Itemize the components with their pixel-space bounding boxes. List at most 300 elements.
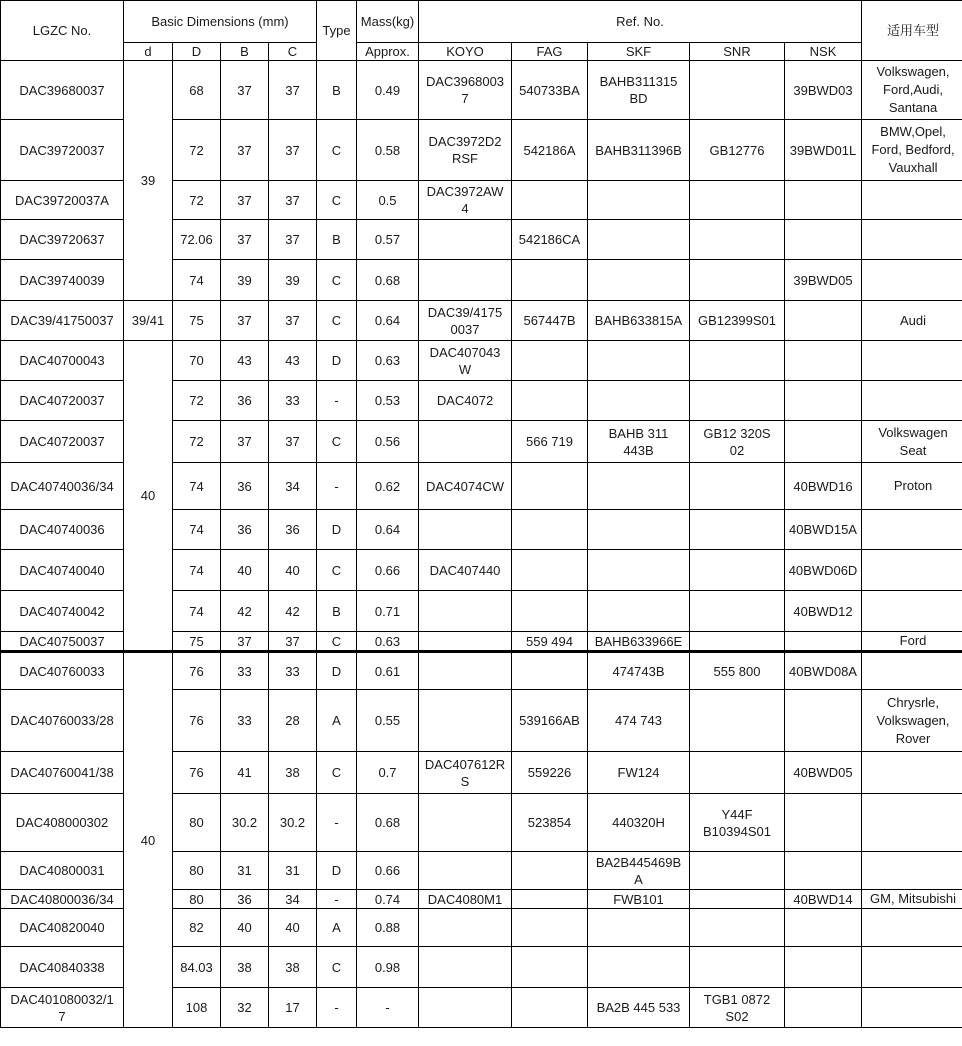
cell-nsk [785, 381, 862, 421]
cell-koyo: DAC407612R S [419, 752, 512, 794]
cell-mass: 0.53 [357, 381, 419, 421]
cell-skf: BAHB311396B [588, 120, 690, 181]
cell-fag: 559 494 [512, 632, 588, 652]
cell-mass: 0.68 [357, 260, 419, 301]
cell-koyo [419, 421, 512, 463]
cell-nsk [785, 181, 862, 220]
cell-skf [588, 341, 690, 381]
cell-width-b: 36 [221, 890, 269, 909]
cell-inner-diameter: 40 [124, 652, 173, 1028]
header-type: Type [317, 1, 357, 61]
cell-vehicle [862, 591, 962, 632]
cell-outer-diameter: 70 [173, 341, 221, 381]
cell-width-c: 43 [269, 341, 317, 381]
cell-type: C [317, 550, 357, 591]
cell-width-c: 37 [269, 120, 317, 181]
cell-nsk: 39BWD01L [785, 120, 862, 181]
cell-nsk: 40BWD08A [785, 652, 862, 690]
cell-lgzc-no: DAC40760041/38 [1, 752, 124, 794]
cell-lgzc-no: DAC40720037 [1, 421, 124, 463]
cell-lgzc-no: DAC40820040 [1, 909, 124, 947]
cell-nsk: 40BWD05 [785, 752, 862, 794]
cell-width-c: 17 [269, 988, 317, 1028]
cell-type: C [317, 632, 357, 652]
cell-outer-diameter: 74 [173, 463, 221, 510]
cell-vehicle [862, 652, 962, 690]
cell-fag [512, 260, 588, 301]
cell-nsk [785, 632, 862, 652]
cell-snr [690, 260, 785, 301]
cell-width-c: 40 [269, 550, 317, 591]
cell-mass: 0.7 [357, 752, 419, 794]
cell-type: - [317, 890, 357, 909]
header-fag: FAG [512, 43, 588, 61]
cell-width-b: 37 [221, 421, 269, 463]
cell-type: - [317, 463, 357, 510]
cell-outer-diameter: 80 [173, 794, 221, 852]
cell-koyo [419, 260, 512, 301]
cell-width-b: 31 [221, 852, 269, 890]
cell-width-b: 30.2 [221, 794, 269, 852]
table-row [1, 652, 962, 690]
header-basic-dimensions: Basic Dimensions (mm) [124, 1, 317, 43]
cell-koyo [419, 632, 512, 652]
cell-fag [512, 381, 588, 421]
cell-koyo: DAC4080M1 [419, 890, 512, 909]
cell-type: C [317, 301, 357, 341]
cell-width-c: 30.2 [269, 794, 317, 852]
cell-nsk: 40BWD14 [785, 890, 862, 909]
cell-lgzc-no: DAC39720037 [1, 120, 124, 181]
cell-vehicle: Volkswagen, Ford,Audi, Santana [862, 61, 962, 120]
cell-skf: BA2B445469B A [588, 852, 690, 890]
cell-inner-diameter: 40 [124, 341, 173, 652]
cell-koyo: DAC4074CW [419, 463, 512, 510]
cell-skf [588, 947, 690, 988]
cell-outer-diameter: 75 [173, 301, 221, 341]
cell-skf: 474743B [588, 652, 690, 690]
cell-type: - [317, 988, 357, 1028]
header-approx: Approx. [357, 43, 419, 61]
cell-type: C [317, 421, 357, 463]
cell-mass: 0.66 [357, 550, 419, 591]
cell-skf [588, 181, 690, 220]
cell-type: C [317, 120, 357, 181]
cell-width-b: 41 [221, 752, 269, 794]
cell-fag [512, 463, 588, 510]
cell-inner-diameter: 39 [124, 61, 173, 301]
cell-snr: Y44F B10394S01 [690, 794, 785, 852]
cell-mass: - [357, 988, 419, 1028]
cell-width-c: 37 [269, 421, 317, 463]
cell-width-b: 39 [221, 260, 269, 301]
cell-width-b: 37 [221, 301, 269, 341]
cell-width-c: 40 [269, 909, 317, 947]
cell-lgzc-no: DAC39680037 [1, 61, 124, 120]
cell-skf [588, 909, 690, 947]
cell-mass: 0.56 [357, 421, 419, 463]
cell-fag: 523854 [512, 794, 588, 852]
cell-fag: 540733BA [512, 61, 588, 120]
cell-mass: 0.55 [357, 690, 419, 752]
cell-snr [690, 510, 785, 550]
cell-lgzc-no: DAC40740040 [1, 550, 124, 591]
cell-outer-diameter: 72 [173, 120, 221, 181]
cell-lgzc-no: DAC40720037 [1, 381, 124, 421]
cell-koyo [419, 591, 512, 632]
cell-nsk: 40BWD15A [785, 510, 862, 550]
cell-type: A [317, 690, 357, 752]
cell-lgzc-no: DAC40800031 [1, 852, 124, 890]
cell-type: C [317, 181, 357, 220]
cell-lgzc-no: DAC39720637 [1, 220, 124, 260]
cell-vehicle [862, 909, 962, 947]
header-d-outer: D [173, 43, 221, 61]
cell-width-c: 34 [269, 463, 317, 510]
cell-type: B [317, 220, 357, 260]
cell-width-b: 32 [221, 988, 269, 1028]
cell-koyo: DAC407043 W [419, 341, 512, 381]
cell-outer-diameter: 76 [173, 752, 221, 794]
cell-mass: 0.62 [357, 463, 419, 510]
cell-snr [690, 61, 785, 120]
header-d-inner: d [124, 43, 173, 61]
cell-nsk: 40BWD12 [785, 591, 862, 632]
cell-lgzc-no: DAC39740039 [1, 260, 124, 301]
cell-width-c: 37 [269, 220, 317, 260]
cell-lgzc-no: DAC40760033 [1, 652, 124, 690]
cell-width-b: 37 [221, 220, 269, 260]
cell-fag [512, 909, 588, 947]
cell-lgzc-no: DAC401080032/1 7 [1, 988, 124, 1028]
cell-mass: 0.64 [357, 510, 419, 550]
cell-type: A [317, 909, 357, 947]
cell-vehicle: Ford [862, 632, 962, 652]
cell-vehicle [862, 988, 962, 1028]
cell-width-b: 36 [221, 510, 269, 550]
cell-outer-diameter: 84.03 [173, 947, 221, 988]
cell-nsk [785, 421, 862, 463]
cell-type: D [317, 510, 357, 550]
cell-nsk [785, 988, 862, 1028]
cell-koyo [419, 652, 512, 690]
cell-snr [690, 690, 785, 752]
cell-width-b: 42 [221, 591, 269, 632]
cell-width-c: 28 [269, 690, 317, 752]
cell-snr: GB12776 [690, 120, 785, 181]
cell-nsk: 39BWD05 [785, 260, 862, 301]
cell-outer-diameter: 72 [173, 181, 221, 220]
cell-mass: 0.64 [357, 301, 419, 341]
cell-snr [690, 591, 785, 632]
cell-nsk [785, 220, 862, 260]
cell-koyo [419, 220, 512, 260]
cell-vehicle: Audi [862, 301, 962, 341]
cell-lgzc-no: DAC40750037 [1, 632, 124, 652]
cell-width-b: 33 [221, 690, 269, 752]
cell-mass: 0.88 [357, 909, 419, 947]
cell-outer-diameter: 74 [173, 510, 221, 550]
cell-snr: 555 800 [690, 652, 785, 690]
cell-lgzc-no: DAC39/41750037 [1, 301, 124, 341]
cell-koyo: DAC3972D2 RSF [419, 120, 512, 181]
cell-width-c: 37 [269, 301, 317, 341]
cell-koyo [419, 988, 512, 1028]
cell-mass: 0.61 [357, 652, 419, 690]
header-c: C [269, 43, 317, 61]
cell-vehicle [862, 220, 962, 260]
cell-skf: FW124 [588, 752, 690, 794]
cell-snr [690, 852, 785, 890]
cell-width-b: 33 [221, 652, 269, 690]
header-mass: Mass(kg) [357, 1, 419, 43]
cell-vehicle [862, 381, 962, 421]
cell-outer-diameter: 74 [173, 550, 221, 591]
cell-fag [512, 652, 588, 690]
cell-lgzc-no: DAC40740042 [1, 591, 124, 632]
cell-vehicle [862, 510, 962, 550]
cell-width-c: 38 [269, 752, 317, 794]
cell-width-c: 39 [269, 260, 317, 301]
table-row [1, 301, 962, 341]
header-koyo: KOYO [419, 43, 512, 61]
cell-outer-diameter: 74 [173, 591, 221, 632]
cell-skf [588, 550, 690, 591]
cell-type: C [317, 752, 357, 794]
cell-width-b: 38 [221, 947, 269, 988]
cell-vehicle [862, 947, 962, 988]
cell-skf [588, 260, 690, 301]
cell-nsk [785, 852, 862, 890]
cell-lgzc-no: DAC40740036 [1, 510, 124, 550]
cell-type: B [317, 591, 357, 632]
cell-lgzc-no: DAC40760033/28 [1, 690, 124, 752]
cell-snr: GB12 320S 02 [690, 421, 785, 463]
cell-vehicle [862, 550, 962, 591]
cell-koyo [419, 510, 512, 550]
cell-width-b: 37 [221, 181, 269, 220]
cell-mass: 0.58 [357, 120, 419, 181]
cell-snr [690, 632, 785, 652]
cell-koyo [419, 909, 512, 947]
cell-nsk: 40BWD06D [785, 550, 862, 591]
cell-skf: BA2B 445 533 [588, 988, 690, 1028]
cell-outer-diameter: 82 [173, 909, 221, 947]
cell-snr [690, 947, 785, 988]
cell-nsk [785, 947, 862, 988]
cell-snr [690, 220, 785, 260]
cell-vehicle: BMW,Opel, Ford, Bedford, Vauxhall [862, 120, 962, 181]
cell-fag [512, 510, 588, 550]
cell-width-b: 36 [221, 381, 269, 421]
cell-mass: 0.66 [357, 852, 419, 890]
cell-width-c: 33 [269, 652, 317, 690]
cell-vehicle: Proton [862, 463, 962, 510]
cell-fag: 542186CA [512, 220, 588, 260]
cell-fag: 566 719 [512, 421, 588, 463]
cell-nsk: 39BWD03 [785, 61, 862, 120]
header-snr: SNR [690, 43, 785, 61]
cell-koyo: DAC3972AW 4 [419, 181, 512, 220]
cell-lgzc-no: DAC40700043 [1, 341, 124, 381]
cell-outer-diameter: 72 [173, 421, 221, 463]
cell-fag [512, 181, 588, 220]
cell-koyo: DAC407440 [419, 550, 512, 591]
cell-mass: 0.5 [357, 181, 419, 220]
cell-mass: 0.63 [357, 632, 419, 652]
cell-width-c: 37 [269, 181, 317, 220]
cell-vehicle [862, 260, 962, 301]
cell-fag [512, 947, 588, 988]
cell-outer-diameter: 75 [173, 632, 221, 652]
cell-outer-diameter: 80 [173, 890, 221, 909]
cell-lgzc-no: DAC408000302 [1, 794, 124, 852]
cell-nsk [785, 301, 862, 341]
cell-outer-diameter: 74 [173, 260, 221, 301]
cell-skf: 474 743 [588, 690, 690, 752]
cell-width-c: 37 [269, 61, 317, 120]
cell-width-c: 33 [269, 381, 317, 421]
cell-inner-diameter: 39/41 [124, 301, 173, 341]
cell-snr [690, 381, 785, 421]
cell-koyo: DAC4072 [419, 381, 512, 421]
cell-width-b: 37 [221, 632, 269, 652]
cell-nsk [785, 794, 862, 852]
cell-outer-diameter: 76 [173, 652, 221, 690]
cell-outer-diameter: 68 [173, 61, 221, 120]
cell-width-c: 31 [269, 852, 317, 890]
cell-fag: 542186A [512, 120, 588, 181]
cell-outer-diameter: 72 [173, 381, 221, 421]
cell-type: D [317, 341, 357, 381]
cell-snr [690, 890, 785, 909]
cell-skf: BAHB633815A [588, 301, 690, 341]
header-vehicle: 适用车型 [862, 1, 962, 61]
cell-fag [512, 890, 588, 909]
cell-width-c: 36 [269, 510, 317, 550]
cell-outer-diameter: 108 [173, 988, 221, 1028]
cell-vehicle [862, 852, 962, 890]
cell-skf: 440320H [588, 794, 690, 852]
cell-mass: 0.74 [357, 890, 419, 909]
cell-mass: 0.63 [357, 341, 419, 381]
cell-mass: 0.98 [357, 947, 419, 988]
cell-koyo [419, 794, 512, 852]
cell-type: C [317, 260, 357, 301]
cell-snr [690, 752, 785, 794]
cell-outer-diameter: 80 [173, 852, 221, 890]
cell-snr: TGB1 0872 S02 [690, 988, 785, 1028]
cell-vehicle [862, 341, 962, 381]
cell-nsk [785, 690, 862, 752]
cell-snr [690, 909, 785, 947]
cell-snr [690, 341, 785, 381]
cell-nsk [785, 909, 862, 947]
cell-koyo: DAC39/4175 0037 [419, 301, 512, 341]
cell-fag: 539166AB [512, 690, 588, 752]
cell-skf: FWB101 [588, 890, 690, 909]
cell-skf: BAHB311315 BD [588, 61, 690, 120]
cell-type: - [317, 381, 357, 421]
cell-type: D [317, 852, 357, 890]
cell-mass: 0.71 [357, 591, 419, 632]
cell-koyo [419, 690, 512, 752]
cell-snr: GB12399S01 [690, 301, 785, 341]
cell-koyo: DAC3968003 7 [419, 61, 512, 120]
cell-width-b: 36 [221, 463, 269, 510]
cell-width-c: 42 [269, 591, 317, 632]
cell-width-b: 43 [221, 341, 269, 381]
cell-type: D [317, 652, 357, 690]
cell-snr [690, 463, 785, 510]
cell-fag [512, 341, 588, 381]
cell-snr [690, 181, 785, 220]
cell-vehicle [862, 794, 962, 852]
cell-mass: 0.57 [357, 220, 419, 260]
cell-vehicle [862, 752, 962, 794]
cell-width-c: 37 [269, 632, 317, 652]
cell-type: - [317, 794, 357, 852]
cell-skf [588, 381, 690, 421]
cell-vehicle: GM, Mitsubishi [862, 890, 962, 909]
cell-fag: 559226 [512, 752, 588, 794]
cell-vehicle [862, 181, 962, 220]
cell-fag: 567447B [512, 301, 588, 341]
table-row [1, 341, 962, 381]
cell-lgzc-no: DAC40740036/34 [1, 463, 124, 510]
cell-width-c: 38 [269, 947, 317, 988]
cell-skf [588, 220, 690, 260]
cell-width-b: 37 [221, 61, 269, 120]
cell-width-b: 40 [221, 909, 269, 947]
cell-skf: BAHB633966E [588, 632, 690, 652]
header-ref-no: Ref. No. [419, 1, 862, 43]
cell-width-c: 34 [269, 890, 317, 909]
cell-fag [512, 988, 588, 1028]
cell-outer-diameter: 76 [173, 690, 221, 752]
cell-fag [512, 852, 588, 890]
cell-koyo [419, 852, 512, 890]
cell-outer-diameter: 72.06 [173, 220, 221, 260]
cell-lgzc-no: DAC39720037A [1, 181, 124, 220]
cell-nsk: 40BWD16 [785, 463, 862, 510]
cell-lgzc-no: DAC40800036/34 [1, 890, 124, 909]
cell-lgzc-no: DAC40840338 [1, 947, 124, 988]
cell-skf [588, 463, 690, 510]
cell-type: B [317, 61, 357, 120]
cell-skf [588, 510, 690, 550]
cell-type: C [317, 947, 357, 988]
cell-width-b: 40 [221, 550, 269, 591]
cell-skf: BAHB 311 443B [588, 421, 690, 463]
cell-mass: 0.68 [357, 794, 419, 852]
cell-koyo [419, 947, 512, 988]
header-nsk: NSK [785, 43, 862, 61]
cell-mass: 0.49 [357, 61, 419, 120]
cell-fag [512, 591, 588, 632]
cell-nsk [785, 341, 862, 381]
cell-fag [512, 550, 588, 591]
header-lgzc-no: LGZC No. [1, 1, 124, 61]
table-row [1, 61, 962, 120]
cell-skf [588, 591, 690, 632]
table-body [1, 61, 962, 1028]
cell-width-b: 37 [221, 120, 269, 181]
cell-snr [690, 550, 785, 591]
cell-vehicle: Volkswagen Seat [862, 421, 962, 463]
header-b: B [221, 43, 269, 61]
header-skf: SKF [588, 43, 690, 61]
